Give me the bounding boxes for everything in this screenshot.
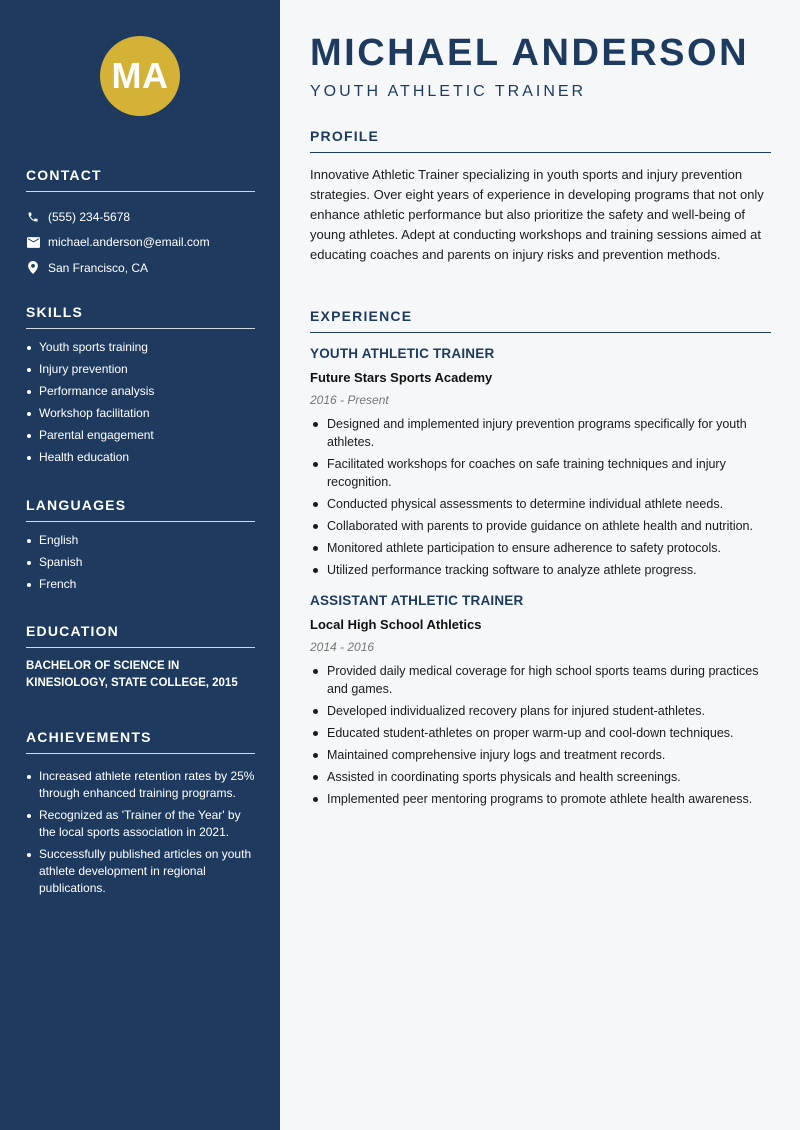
education-heading: EDUCATION [26, 623, 255, 648]
contact-location [26, 255, 255, 281]
job-duty: Conducted physical assessments to determine individual athlete needs. [310, 495, 771, 513]
skills-list [26, 339, 255, 466]
job-duty: Designed and implemented injury prevention programs specifically for youth athletes. [310, 415, 771, 451]
skill-item: Parental engagement [26, 427, 255, 444]
education-section [26, 623, 255, 692]
achievements-section [26, 729, 255, 902]
skill-item: Performance analysis [26, 383, 255, 400]
profile-section [310, 128, 771, 265]
language-item: Spanish [26, 554, 255, 571]
experience-section [310, 308, 771, 812]
language-item: French [26, 576, 255, 593]
contact-section [26, 167, 255, 281]
contact-heading: CONTACT [26, 167, 255, 192]
job-duty: Assisted in coordinating sports physicals and health screenings. [310, 768, 771, 786]
language-item: English [26, 532, 255, 549]
job-duty: Collaborated with parents to provide guidance on athlete health and nutrition. [310, 517, 771, 535]
education-entry: BACHELOR OF SCIENCE IN KINESIOLOGY, STATE COLLEGE, 2015 [26, 660, 238, 689]
languages-list [26, 532, 255, 593]
achievement-item: Increased athlete retention rates by 25% through enhanced training programs. [26, 768, 255, 802]
job-duty: Facilitated workshops for coaches on safe training techniques and injury recognition. [310, 455, 771, 491]
sidebar [0, 0, 280, 1130]
achievement-item: Recognized as 'Trainer of the Year' by the local sports association in 2021. [26, 807, 255, 841]
phone-icon [26, 210, 40, 224]
candidate-name: MICHAEL ANDERSON [310, 32, 750, 74]
contact-phone [26, 204, 255, 230]
achievements-heading: ACHIEVEMENTS [26, 729, 255, 754]
job-title: ASSISTANT ATHLETIC TRAINER [310, 593, 524, 608]
skill-item: Workshop facilitation [26, 405, 255, 422]
achievement-item: Successfully published articles on youth athlete development in regional publications. [26, 846, 255, 897]
job-duty: Provided daily medical coverage for high school sports teams during practices and games. [310, 662, 771, 698]
job-company: Local High School Athletics [310, 617, 482, 632]
skills-heading: SKILLS [26, 304, 255, 329]
job-duty: Maintained comprehensive injury logs and treatment records. [310, 746, 771, 764]
skill-item: Youth sports training [26, 339, 255, 356]
contact-list [26, 204, 255, 281]
contact-email [26, 230, 255, 256]
location-text: San Francisco, CA [48, 260, 149, 275]
skill-item: Health education [26, 449, 255, 466]
avatar: MA [100, 36, 180, 116]
job-duty: Implemented peer mentoring programs to promote athlete health awareness. [310, 790, 771, 808]
skills-section [26, 304, 255, 471]
job-entry [310, 593, 771, 808]
languages-heading: LANGUAGES [26, 497, 255, 522]
job-duty: Developed individualized recovery plans for injured student-athletes. [310, 702, 771, 720]
job-company: Future Stars Sports Academy [310, 370, 493, 385]
email-text: michael.anderson@email.com [48, 235, 210, 250]
job-title: YOUTH ATHLETIC TRAINER [310, 346, 495, 361]
job-dates: 2016 - Present [310, 393, 389, 407]
job-duties [310, 662, 771, 808]
languages-section [26, 497, 255, 598]
achievements-list [26, 768, 255, 897]
job-duty: Monitored athlete participation to ensure adherence to safety protocols. [310, 539, 771, 557]
job-entry [310, 346, 771, 579]
skill-item: Injury prevention [26, 361, 255, 378]
profile-summary: Innovative Athletic Trainer specializing in youth sports and injury prevention strategies. Over eight years of experience in developing programs that not only enhance athletic performance but also prioritize the safety and well-being of young athletes. Adept at conducting workshops and training sessions aimed at educating coaches and parents on injury risks and prevention methods. [310, 167, 764, 262]
experience-heading: EXPERIENCE [310, 308, 771, 333]
job-duty: Utilized performance tracking software to analyze athlete progress. [310, 561, 771, 579]
job-dates: 2014 - 2016 [310, 640, 375, 654]
candidate-title: YOUTH ATHLETIC TRAINER [310, 83, 587, 100]
location-pin-icon [26, 261, 40, 275]
email-icon [26, 235, 40, 249]
job-duty: Educated student-athletes on proper warm-up and cool-down techniques. [310, 724, 771, 742]
job-duties [310, 415, 771, 579]
phone-text: (555) 234-5678 [48, 209, 131, 224]
profile-heading: PROFILE [310, 128, 771, 153]
